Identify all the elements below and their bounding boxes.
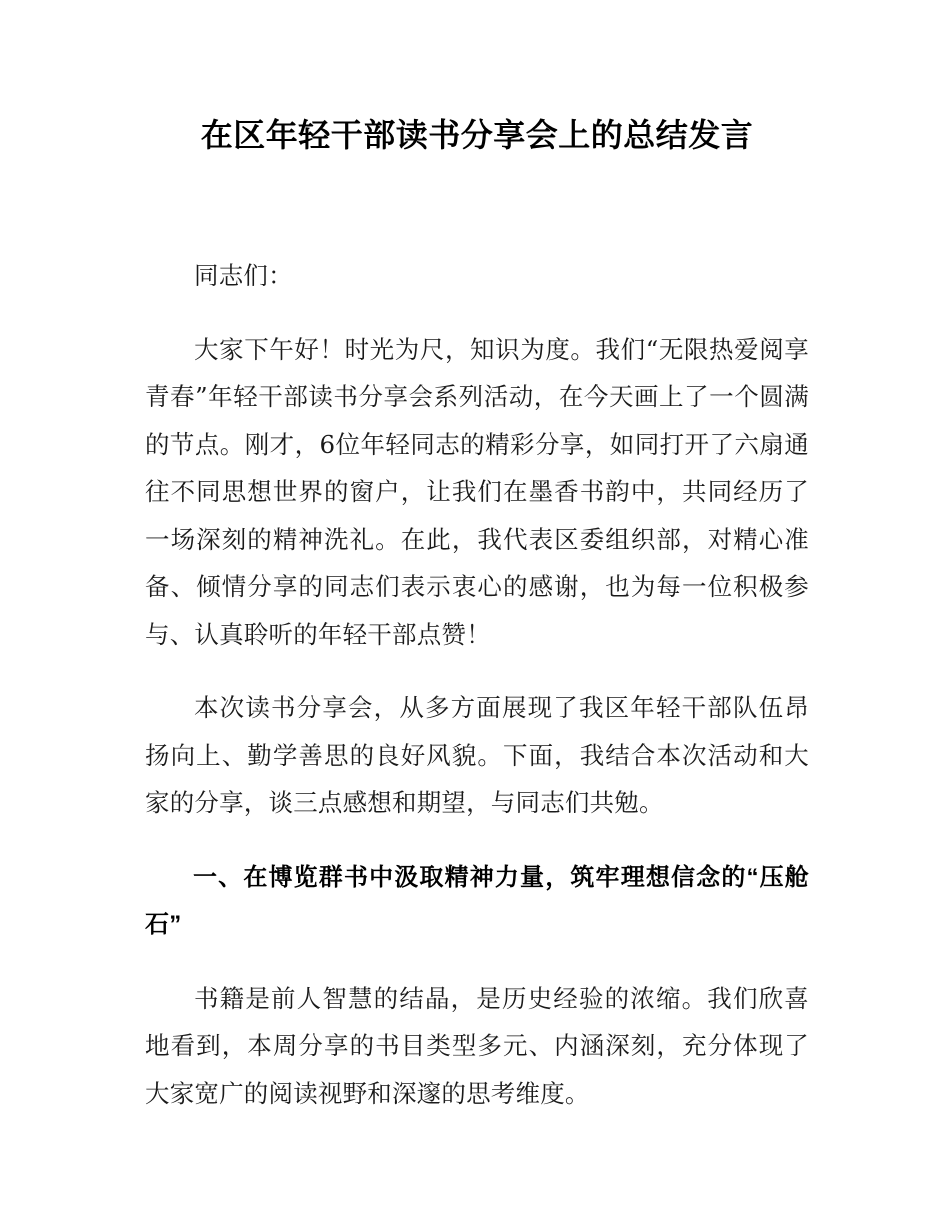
paragraph-section-one-body: 书籍是前人智慧的结晶，是历史经验的浓缩。我们欣喜地看到，本周分享的书目类型多元、内涵深刻，充分体现了大家宽广的阅读视野和深邃的思考维度。 <box>145 983 809 1108</box>
salutation: 同志们： <box>194 261 293 290</box>
document-body <box>145 0 809 1117</box>
section-heading-one: 一、在博览群书中汲取精神力量，筑牢理想信念的“压舱石” <box>145 863 809 938</box>
paragraph-opening: 大家下午好！时光为尺，知识为度。我们“无限热爱阅享青春”年轻干部读书分享会系列活动，在今天画上了一个圆满的节点。刚才，6位年轻同志的精彩分享，如同打开了六扇通往不同思想世界的窗户，让我们在墨香书韵中，共同经历了一场深刻的精神洗礼。在此，我代表区委组织部，对精心准备、倾情分享的同志们表示衷心的感谢，也为每一位积极参与、认真聆听的年轻干部点赞！ <box>145 334 809 649</box>
paragraph-overview: 本次读书分享会，从多方面展现了我区年轻干部队伍昂扬向上、勤学善思的良好风貌。下面，我结合本次活动和大家的分享，谈三点感想和期望，与同志们共勉。 <box>145 693 809 817</box>
page-title: 在区年轻干部读书分享会上的总结发言 <box>200 117 754 153</box>
